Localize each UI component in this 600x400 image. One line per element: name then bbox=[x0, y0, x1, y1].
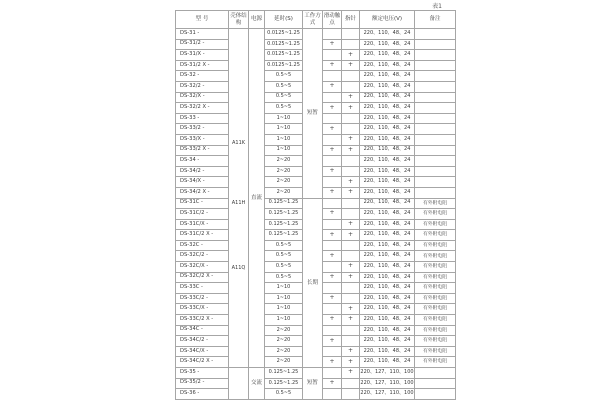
note-cell bbox=[415, 103, 456, 114]
pointer-mark bbox=[342, 209, 360, 220]
delay-cell: 2~20 bbox=[265, 336, 303, 347]
delay-cell: 2~20 bbox=[265, 156, 303, 167]
voltage-cell: 220、110、48、24 bbox=[360, 50, 415, 61]
model-cell: DS-32/2 X - bbox=[176, 103, 229, 114]
voltage-cell: 220、110、48、24 bbox=[360, 103, 415, 114]
sliding-contact-mark: + bbox=[323, 357, 342, 368]
model-cell: DS-35/2 - bbox=[176, 378, 229, 389]
note-cell: 有外附电阻 bbox=[415, 198, 456, 209]
delay-cell: 2~20 bbox=[265, 177, 303, 188]
voltage-cell: 220、110、48、24 bbox=[360, 187, 415, 198]
voltage-cell: 220、110、48、24 bbox=[360, 304, 415, 315]
note-cell bbox=[415, 378, 456, 389]
model-cell: DS-31C - bbox=[176, 198, 229, 209]
delay-cell: 0.5~5 bbox=[265, 240, 303, 251]
voltage-cell: 220、110、48、24 bbox=[360, 156, 415, 167]
work-mode-cell: 长期 bbox=[303, 198, 323, 368]
delay-cell: 0.125~1.25 bbox=[265, 219, 303, 230]
table-row bbox=[176, 198, 456, 209]
sliding-contact-mark: + bbox=[323, 103, 342, 114]
model-cell: DS-33/2 - bbox=[176, 124, 229, 135]
voltage-cell: 220、110、48、24 bbox=[360, 134, 415, 145]
model-cell: DS-34C/X - bbox=[176, 346, 229, 357]
pointer-mark: + bbox=[342, 304, 360, 315]
delay-cell: 2~20 bbox=[265, 357, 303, 368]
voltage-cell: 220、110、48、24 bbox=[360, 293, 415, 304]
sliding-contact-mark: + bbox=[323, 378, 342, 389]
delay-cell: 2~20 bbox=[265, 346, 303, 357]
pointer-mark: + bbox=[342, 145, 360, 156]
col-header-rated-voltage: 额定电压(V) bbox=[360, 11, 415, 29]
note-cell: 有外附电阻 bbox=[415, 325, 456, 336]
pointer-mark bbox=[342, 124, 360, 135]
model-cell: DS-32C/2 - bbox=[176, 251, 229, 262]
note-cell bbox=[415, 389, 456, 400]
model-cell: DS-33C/2 - bbox=[176, 293, 229, 304]
model-cell: DS-34/2 - bbox=[176, 166, 229, 177]
note-cell bbox=[415, 134, 456, 145]
delay-cell: 2~20 bbox=[265, 325, 303, 336]
voltage-cell: 220、110、48、24 bbox=[360, 251, 415, 262]
sliding-contact-mark bbox=[323, 71, 342, 82]
sliding-contact-mark bbox=[323, 262, 342, 273]
model-cell: DS-32C/2 X - bbox=[176, 272, 229, 283]
voltage-cell: 220、110、48、24 bbox=[360, 283, 415, 294]
model-cell: DS-33C/2 X - bbox=[176, 315, 229, 326]
delay-cell: 0.5~5 bbox=[265, 272, 303, 283]
voltage-cell: 220、110、48、24 bbox=[360, 262, 415, 273]
sliding-contact-mark: + bbox=[323, 230, 342, 241]
sliding-contact-mark bbox=[323, 92, 342, 103]
model-cell: DS-33/2 X - bbox=[176, 145, 229, 156]
sliding-contact-mark: + bbox=[323, 251, 342, 262]
model-cell: DS-33C/X - bbox=[176, 304, 229, 315]
sliding-contact-mark: + bbox=[323, 209, 342, 220]
note-cell bbox=[415, 81, 456, 92]
delay-cell: 0.125~1.25 bbox=[265, 378, 303, 389]
pointer-mark: + bbox=[342, 60, 360, 71]
sliding-contact-mark: + bbox=[323, 187, 342, 198]
model-cell: DS-34/2 X - bbox=[176, 187, 229, 198]
sliding-contact-mark bbox=[323, 29, 342, 40]
voltage-cell: 220、110、48、24 bbox=[360, 198, 415, 209]
note-cell bbox=[415, 92, 456, 103]
delay-cell: 2~20 bbox=[265, 166, 303, 177]
model-cell: DS-34C/2 X - bbox=[176, 357, 229, 368]
sliding-contact-mark bbox=[323, 240, 342, 251]
model-cell: DS-36 - bbox=[176, 389, 229, 400]
pointer-mark: + bbox=[342, 346, 360, 357]
table-row bbox=[176, 368, 456, 379]
pointer-mark: + bbox=[342, 92, 360, 103]
delay-cell: 0.5~5 bbox=[265, 389, 303, 400]
note-cell bbox=[415, 177, 456, 188]
pointer-mark: + bbox=[342, 368, 360, 379]
model-cell: DS-34C/2 - bbox=[176, 336, 229, 347]
model-cell: DS-35 - bbox=[176, 368, 229, 379]
model-cell: DS-32C - bbox=[176, 240, 229, 251]
delay-cell: 0.125~1.25 bbox=[265, 209, 303, 220]
sliding-contact-mark bbox=[323, 113, 342, 124]
voltage-cell: 220、110、48、24 bbox=[360, 315, 415, 326]
delay-cell: 1~10 bbox=[265, 315, 303, 326]
note-cell: 有外附电阻 bbox=[415, 262, 456, 273]
voltage-cell: 220、110、48、24 bbox=[360, 166, 415, 177]
voltage-cell: 220、127、110、100 bbox=[360, 368, 415, 379]
note-cell: 有外附电阻 bbox=[415, 283, 456, 294]
sliding-contact-mark bbox=[323, 177, 342, 188]
delay-cell: 0.5~5 bbox=[265, 81, 303, 92]
pointer-mark bbox=[342, 283, 360, 294]
voltage-cell: 220、110、48、24 bbox=[360, 92, 415, 103]
pointer-mark bbox=[342, 29, 360, 40]
delay-cell: 0.5~5 bbox=[265, 71, 303, 82]
delay-cell: 1~10 bbox=[265, 113, 303, 124]
delay-cell: 0.5~5 bbox=[265, 92, 303, 103]
table-label: 表1 bbox=[432, 3, 442, 10]
note-cell: 有外附电阻 bbox=[415, 315, 456, 326]
model-cell: DS-33C - bbox=[176, 283, 229, 294]
note-cell bbox=[415, 166, 456, 177]
model-cell: DS-32/X - bbox=[176, 92, 229, 103]
delay-cell: 2~20 bbox=[265, 187, 303, 198]
pointer-mark: + bbox=[342, 103, 360, 114]
voltage-cell: 220、127、110、100 bbox=[360, 389, 415, 400]
pointer-mark bbox=[342, 113, 360, 124]
note-cell bbox=[415, 60, 456, 71]
pointer-mark bbox=[342, 71, 360, 82]
model-cell: DS-32 - bbox=[176, 71, 229, 82]
model-cell: DS-33 - bbox=[176, 113, 229, 124]
delay-cell: 0.0125~1.25 bbox=[265, 39, 303, 50]
note-cell: 有外附电阻 bbox=[415, 230, 456, 241]
pointer-mark: + bbox=[342, 177, 360, 188]
pointer-mark bbox=[342, 325, 360, 336]
note-cell: 有外附电阻 bbox=[415, 304, 456, 315]
sliding-contact-mark bbox=[323, 198, 342, 209]
note-cell bbox=[415, 124, 456, 135]
sliding-contact-mark: + bbox=[323, 336, 342, 347]
sliding-contact-mark bbox=[323, 219, 342, 230]
model-cell: DS-32C/X - bbox=[176, 262, 229, 273]
shell-type-label: A11H bbox=[231, 200, 246, 207]
note-cell bbox=[415, 145, 456, 156]
note-cell: 有外附电阻 bbox=[415, 357, 456, 368]
delay-cell: 0.125~1.25 bbox=[265, 198, 303, 209]
model-cell: DS-31C/2 X - bbox=[176, 230, 229, 241]
model-cell: DS-31C/2 - bbox=[176, 209, 229, 220]
delay-cell: 0.125~1.25 bbox=[265, 230, 303, 241]
pointer-mark bbox=[342, 293, 360, 304]
voltage-cell: 220、110、48、24 bbox=[360, 336, 415, 347]
col-header-power: 电源 bbox=[249, 11, 265, 29]
sliding-contact-mark bbox=[323, 368, 342, 379]
pointer-mark: + bbox=[342, 262, 360, 273]
sliding-contact-mark bbox=[323, 325, 342, 336]
sliding-contact-mark: + bbox=[323, 293, 342, 304]
power-cell: 交流 bbox=[249, 368, 265, 400]
pointer-mark bbox=[342, 156, 360, 167]
pointer-mark bbox=[342, 39, 360, 50]
work-mode-cell: 短暂 bbox=[303, 368, 323, 400]
delay-cell: 1~10 bbox=[265, 293, 303, 304]
sliding-contact-mark: + bbox=[323, 272, 342, 283]
model-cell: DS-31/2 - bbox=[176, 39, 229, 50]
pointer-mark bbox=[342, 378, 360, 389]
shell-structure-cell bbox=[229, 368, 249, 400]
sliding-contact-mark: + bbox=[323, 315, 342, 326]
pointer-mark: + bbox=[342, 134, 360, 145]
voltage-cell: 220、127、110、100 bbox=[360, 378, 415, 389]
note-cell bbox=[415, 113, 456, 124]
delay-cell: 0.5~5 bbox=[265, 251, 303, 262]
relay-selection-table bbox=[175, 10, 456, 400]
note-cell: 有外附电阻 bbox=[415, 336, 456, 347]
sliding-contact-mark: + bbox=[323, 81, 342, 92]
pointer-mark bbox=[342, 81, 360, 92]
pointer-mark bbox=[342, 240, 360, 251]
pointer-mark bbox=[342, 198, 360, 209]
sliding-contact-mark bbox=[323, 50, 342, 61]
sliding-contact-mark bbox=[323, 304, 342, 315]
col-header-delay: 延时(S) bbox=[265, 11, 303, 29]
model-cell: DS-34C - bbox=[176, 325, 229, 336]
delay-cell: 0.0125~1.25 bbox=[265, 60, 303, 71]
pointer-mark: + bbox=[342, 187, 360, 198]
voltage-cell: 220、110、48、24 bbox=[360, 71, 415, 82]
note-cell: 有外附电阻 bbox=[415, 251, 456, 262]
voltage-cell: 220、110、48、24 bbox=[360, 325, 415, 336]
pointer-mark: + bbox=[342, 50, 360, 61]
shell-type-label: A11Q bbox=[231, 264, 246, 271]
table-body bbox=[176, 29, 456, 400]
note-cell: 有外附电阻 bbox=[415, 272, 456, 283]
model-cell: DS-33/X - bbox=[176, 134, 229, 145]
delay-cell: 0.0125~1.25 bbox=[265, 29, 303, 40]
sliding-contact-mark bbox=[323, 283, 342, 294]
model-cell: DS-31/2 X - bbox=[176, 60, 229, 71]
note-cell: 有外附电阻 bbox=[415, 293, 456, 304]
model-cell: DS-32/2 - bbox=[176, 81, 229, 92]
table-row bbox=[176, 29, 456, 40]
pointer-mark: + bbox=[342, 315, 360, 326]
voltage-cell: 220、110、48、24 bbox=[360, 113, 415, 124]
voltage-cell: 220、110、48、24 bbox=[360, 240, 415, 251]
voltage-cell: 220、110、48、24 bbox=[360, 272, 415, 283]
note-cell bbox=[415, 187, 456, 198]
note-cell bbox=[415, 29, 456, 40]
col-header-sliding-contact: 滑动触点 bbox=[323, 11, 342, 29]
voltage-cell: 220、110、48、24 bbox=[360, 177, 415, 188]
col-header-pointer: 指针 bbox=[342, 11, 360, 29]
voltage-cell: 220、110、48、24 bbox=[360, 357, 415, 368]
pointer-mark bbox=[342, 166, 360, 177]
delay-cell: 1~10 bbox=[265, 134, 303, 145]
note-cell bbox=[415, 368, 456, 379]
voltage-cell: 220、110、48、24 bbox=[360, 39, 415, 50]
delay-cell: 0.5~5 bbox=[265, 103, 303, 114]
voltage-cell: 220、110、48、24 bbox=[360, 124, 415, 135]
note-cell: 有外附电阻 bbox=[415, 209, 456, 220]
note-cell bbox=[415, 71, 456, 82]
table-header bbox=[176, 11, 456, 29]
model-cell: DS-31/X - bbox=[176, 50, 229, 61]
voltage-cell: 220、110、48、24 bbox=[360, 81, 415, 92]
pointer-mark: + bbox=[342, 357, 360, 368]
col-header-work-mode: 工作方式 bbox=[303, 11, 323, 29]
voltage-cell: 220、110、48、24 bbox=[360, 219, 415, 230]
note-cell bbox=[415, 39, 456, 50]
pointer-mark: + bbox=[342, 272, 360, 283]
delay-cell: 0.5~5 bbox=[265, 262, 303, 273]
model-cell: DS-31 - bbox=[176, 29, 229, 40]
sliding-contact-mark: + bbox=[323, 145, 342, 156]
work-mode-cell: 短暂 bbox=[303, 29, 323, 199]
sliding-contact-mark: + bbox=[323, 60, 342, 71]
delay-cell: 1~10 bbox=[265, 145, 303, 156]
delay-cell: 1~10 bbox=[265, 124, 303, 135]
col-header-shell-structure: 壳体结构 bbox=[229, 11, 249, 29]
header-row bbox=[176, 11, 456, 29]
pointer-mark bbox=[342, 336, 360, 347]
col-header-note: 备注 bbox=[415, 11, 456, 29]
shell-type-label: A11K bbox=[231, 139, 246, 146]
pointer-mark bbox=[342, 251, 360, 262]
voltage-cell: 220、110、48、24 bbox=[360, 230, 415, 241]
voltage-cell: 220、110、48、24 bbox=[360, 209, 415, 220]
pointer-mark bbox=[342, 389, 360, 400]
power-cell: 直流 bbox=[249, 29, 265, 368]
delay-cell: 0.0125~1.25 bbox=[265, 50, 303, 61]
note-cell: 有外附电阻 bbox=[415, 219, 456, 230]
sliding-contact-mark bbox=[323, 156, 342, 167]
voltage-cell: 220、110、48、24 bbox=[360, 346, 415, 357]
shell-structure-cell bbox=[229, 29, 249, 368]
voltage-cell: 220、110、48、24 bbox=[360, 60, 415, 71]
sliding-contact-mark: + bbox=[323, 39, 342, 50]
delay-cell: 1~10 bbox=[265, 304, 303, 315]
pointer-mark: + bbox=[342, 230, 360, 241]
delay-cell: 1~10 bbox=[265, 283, 303, 294]
model-cell: DS-34 - bbox=[176, 156, 229, 167]
sliding-contact-mark bbox=[323, 134, 342, 145]
sliding-contact-mark: + bbox=[323, 124, 342, 135]
note-cell bbox=[415, 156, 456, 167]
note-cell: 有外附电阻 bbox=[415, 346, 456, 357]
note-cell bbox=[415, 50, 456, 61]
voltage-cell: 220、110、48、24 bbox=[360, 29, 415, 40]
model-cell: DS-34/X - bbox=[176, 177, 229, 188]
note-cell: 有外附电阻 bbox=[415, 240, 456, 251]
sliding-contact-mark bbox=[323, 346, 342, 357]
sliding-contact-mark bbox=[323, 389, 342, 400]
sliding-contact-mark: + bbox=[323, 166, 342, 177]
delay-cell: 0.125~1.25 bbox=[265, 368, 303, 379]
pointer-mark: + bbox=[342, 219, 360, 230]
voltage-cell: 220、110、48、24 bbox=[360, 145, 415, 156]
col-header-model: 型 号 bbox=[176, 11, 229, 29]
model-cell: DS-31C/X - bbox=[176, 219, 229, 230]
